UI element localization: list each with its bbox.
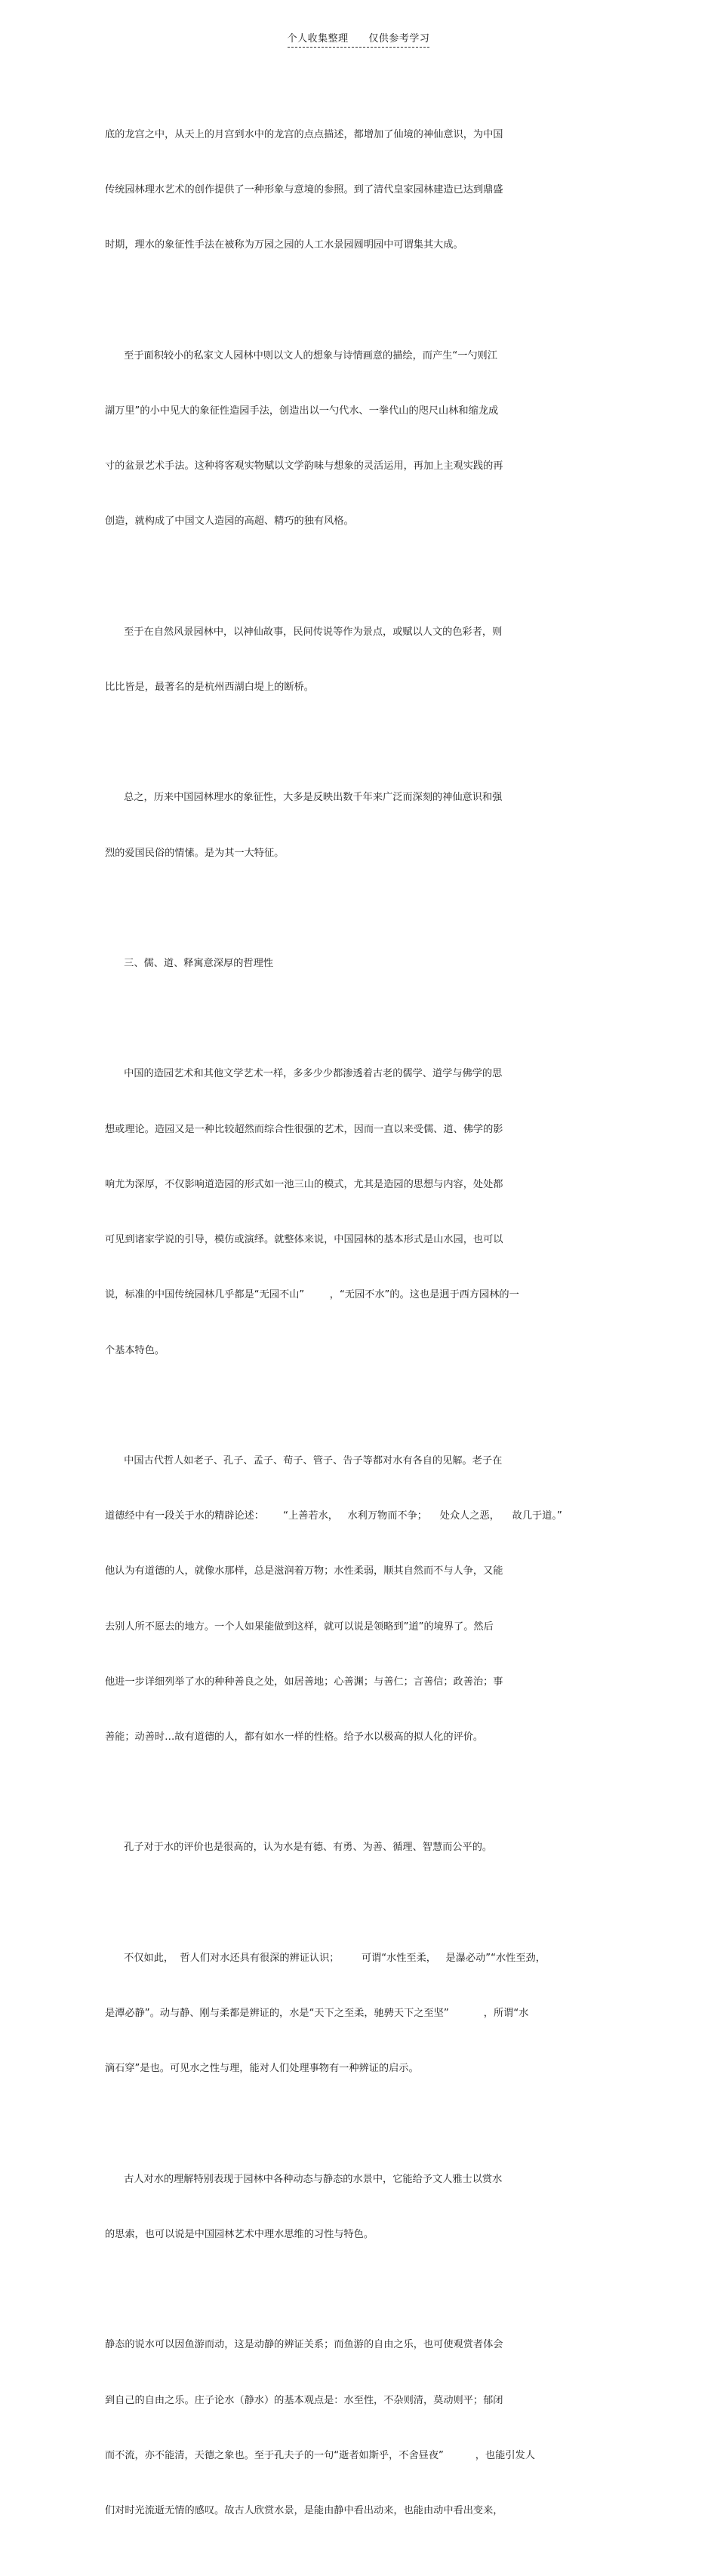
text-line: 想或理论。造园又是一种比较超然而综合性很强的艺术，因而一直以来受儒、道、佛学的影 [105, 1123, 503, 1135]
paragraph-5 [105, 1029, 618, 1397]
header-text [288, 30, 430, 48]
text-line: 静态的说水可以因鱼游而动，这是动静的辨证关系；而鱼游的自由之乐，也可使观赏者体会 [105, 2339, 503, 2351]
text-line: 至于在自然风景园林中，以神仙故事，民间传说等作为景点，或赋以人文的色彩者，则 [105, 626, 503, 638]
header-right-text: 仅供参考学习 [368, 33, 430, 45]
text-line: 响尤为深厚，不仅影响道造园的形式如一池三山的模式，尤其是造园的思想与内容，处处都 [105, 1178, 503, 1190]
paragraph-6 [105, 1415, 618, 1784]
paragraph-9 [105, 2134, 618, 2281]
section-heading [105, 918, 618, 1010]
document-body [105, 89, 618, 2576]
text-line: 们对时光流逝无情的感叹。故古人欣赏水景，是能由静中看出动来，也能由动中看出变来， [105, 2505, 503, 2517]
text-line: 创造，就构成了中国文人造园的高超、精巧的独有风格。 [105, 516, 354, 528]
text-line: 寸的盆景艺术手法。这种将客观实物赋以文学韵味与想象的灵活运用，再加上主观实践的再 [105, 460, 503, 472]
paragraph-2 [105, 310, 618, 568]
text-line: 可见到诸家学说的引导，模仿或演绎。就整体来说，中国园林的基本形式是山水园，也可以 [105, 1234, 503, 1246]
text-line: 总之，历来中国园林理水的象征性，大多是反映出数千年来广泛而深刻的神仙意识和强 [105, 792, 503, 804]
text-line: 善能；动善时…故有道德的人，都有如水一样的性格。给予水以极高的拟人化的评价。 [105, 1731, 484, 1743]
text-line: 中国的造园艺术和其他文学艺术一样，多多少少都渗透着古老的儒学、道学与佛学的思 [105, 1068, 503, 1080]
text-line: 底的龙宫之中，从天上的月宫到水中的龙宫的点点描述，都增加了仙境的神仙意识，为中国 [105, 128, 503, 140]
paragraph-4 [105, 752, 618, 900]
page-header [0, 30, 717, 48]
paragraph-3 [105, 586, 618, 734]
text-line: 个基本特色。 [105, 1344, 165, 1356]
text-line: 是潭必静”。动与静、刚与柔都是辨证的，水是“天下之至柔，驰骋天下之至坚” ，所谓“水 [105, 2008, 529, 2020]
text-line: 他进一步详细列举了水的种种善良之处，如居善地；心善渊；与善仁；言善信；政善治；事 [105, 1676, 503, 1688]
text-line: 滴石穿”是也。可见水之性与理，能对人们处理事物有一种辨证的启示。 [105, 2063, 419, 2075]
header-left-text: 个人收集整理 [287, 33, 349, 45]
paragraph-1 [105, 89, 618, 291]
text-line: 道德经中有一段关于水的精辟论述： “上善若水， 水利万物而不争； 处众人之恶， 故几于道。” [105, 1510, 562, 1522]
text-line: 传统园林理水艺术的创作提供了一种形象与意境的参照。到了清代皇家园林建造已达到鼎盛 [105, 184, 503, 196]
text-line: 不仅如此， 哲人们对水还具有很深的辨证认识； 可谓“水性至柔， 是瀑必动”“水性至劲， [105, 1952, 546, 1964]
text-line: 比比皆是，最著名的是杭州西湖白堤上的断桥。 [105, 681, 314, 693]
text-line: 时期，理水的象征性手法在被称为万园之园的人工水景园圆明园中可谓集其大成。 [105, 239, 463, 251]
text-line: 的思索，也可以说是中国园林艺术中理水思维的习性与特色。 [105, 2228, 374, 2240]
text-line: 中国古代哲人如老子、孔子、孟子、荀子、管子、告子等都对水有各自的见解。老子在 [105, 1454, 503, 1467]
text-line: 烈的爱国民俗的情愫。是为其一大特征。 [105, 847, 285, 859]
paragraph-10 [105, 2300, 618, 2558]
text-line: 说，标准的中国传统园林几乎都是“无园不山” ，“无园不水”的。这也是迥于西方园林的一 [105, 1289, 519, 1301]
text-line: 他认为有道德的人，就像水那样，总是滋润着万物；水性柔弱，顺其自然而不与人争，又能 [105, 1565, 503, 1577]
text-line: 孔子对于水的评价也是很高的，认为水是有德、有勇、为善、循理、智慧而公平的。 [105, 1842, 493, 1854]
text-line: 去别人所不愿去的地方。一个人如果能做到这样，就可以说是领略到”道”的境界了。然后 [105, 1620, 494, 1633]
text-line: 到自己的自由之乐。庄子论水（静水）的基本观点是：水至性，不杂则清，莫动则平；郁闭 [105, 2394, 503, 2406]
paragraph-8 [105, 1913, 618, 2115]
text-line: 而不流，亦不能清，天德之象也。至于孔夫子的一句“逝者如斯乎，不舍昼夜” ，也能引发人 [105, 2449, 535, 2461]
text-line: 湖万里”的小中见大的象征性造园手法，创造出以一勺代水、一拳代山的咫尺山林和缩龙成 [105, 405, 499, 417]
text-line: 古人对水的理解特别表现于园林中各种动态与静态的水景中，它能给予文人雅士以赏水 [105, 2173, 503, 2185]
section-heading-text: 三、儒、道、释寓意深厚的哲理性 [105, 958, 273, 970]
paragraph-7 [105, 1802, 618, 1894]
text-line: 至于面积较小的私家文人园林中则以文人的想象与诗情画意的描绘，而产生“一勺则江 [105, 349, 497, 362]
